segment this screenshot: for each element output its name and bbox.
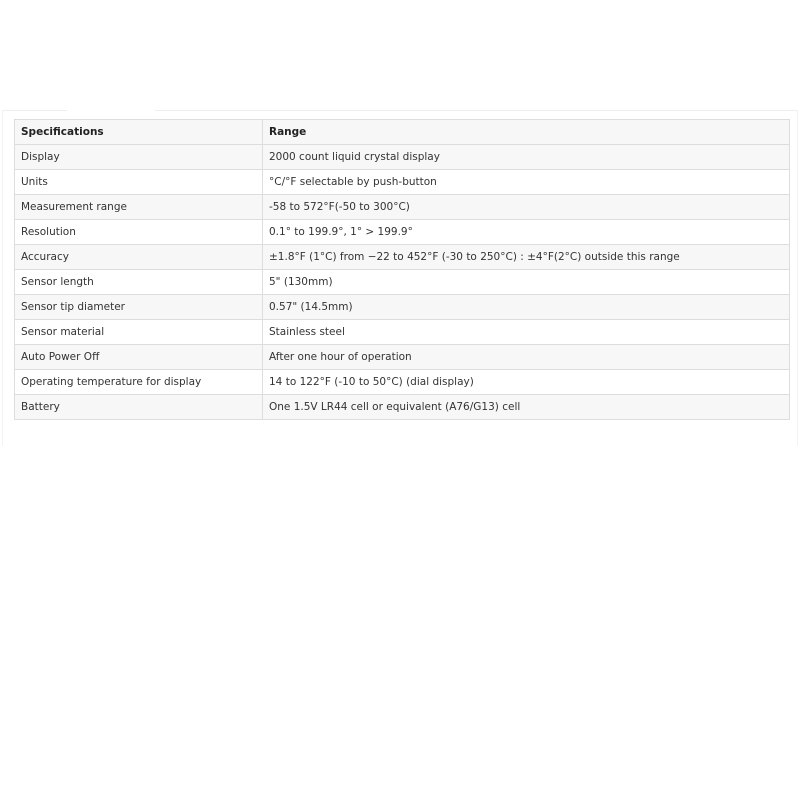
panel-tab-gap	[67, 110, 155, 112]
spec-name: Measurement range	[15, 195, 263, 220]
table-row	[15, 295, 790, 320]
spec-value: Stainless steel	[263, 320, 790, 345]
spec-name: Sensor tip diameter	[15, 295, 263, 320]
table-row	[15, 370, 790, 395]
spec-value: 5" (130mm)	[263, 270, 790, 295]
spec-name: Auto Power Off	[15, 345, 263, 370]
table-row	[15, 345, 790, 370]
spec-name: Operating temperature for display	[15, 370, 263, 395]
header-range: Range	[263, 120, 790, 145]
table-row	[15, 395, 790, 420]
table-row	[15, 195, 790, 220]
spec-value: ±1.8°F (1°C) from −22 to 452°F (-30 to 250°C) : ±4°F(2°C) outside this range	[263, 245, 790, 270]
table-header-row	[15, 120, 790, 145]
spec-value: One 1.5V LR44 cell or equivalent (A76/G13) cell	[263, 395, 790, 420]
specifications-table	[14, 119, 790, 420]
spec-value: -58 to 572°F(-50 to 300°C)	[263, 195, 790, 220]
spec-value: °C/°F selectable by push-button	[263, 170, 790, 195]
spec-name: Units	[15, 170, 263, 195]
table-row	[15, 220, 790, 245]
spec-name: Accuracy	[15, 245, 263, 270]
spec-value: After one hour of operation	[263, 345, 790, 370]
table-row	[15, 270, 790, 295]
spec-name: Sensor length	[15, 270, 263, 295]
spec-value: 2000 count liquid crystal display	[263, 145, 790, 170]
header-specifications: Specifications	[15, 120, 263, 145]
table-row	[15, 245, 790, 270]
table-row	[15, 145, 790, 170]
spec-name: Resolution	[15, 220, 263, 245]
table-row	[15, 320, 790, 345]
spec-value: 0.1° to 199.9°, 1° > 199.9°	[263, 220, 790, 245]
spec-value: 0.57" (14.5mm)	[263, 295, 790, 320]
table-row	[15, 170, 790, 195]
spec-value: 14 to 122°F (-10 to 50°C) (dial display)	[263, 370, 790, 395]
spec-name: Sensor material	[15, 320, 263, 345]
spec-panel	[2, 110, 798, 446]
spec-name: Battery	[15, 395, 263, 420]
spec-name: Display	[15, 145, 263, 170]
